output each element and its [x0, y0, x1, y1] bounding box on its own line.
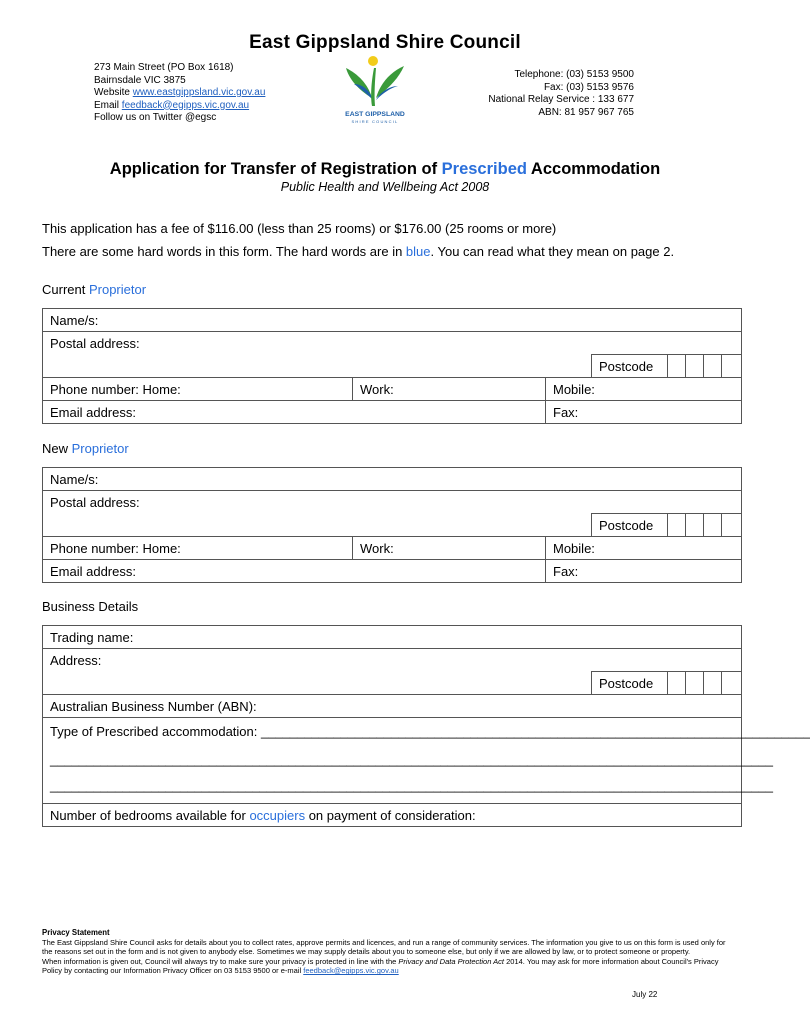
table-row	[43, 649, 742, 672]
table-row	[43, 695, 742, 718]
business-address-line2[interactable]	[43, 672, 592, 695]
address-line-1: 273 Main Street (PO Box 1618)	[94, 62, 234, 73]
table-row	[43, 378, 742, 401]
term-occupiers: occupiers	[249, 807, 306, 823]
website-line	[94, 87, 265, 100]
new-names-field[interactable]: Name/s:	[43, 468, 742, 491]
accommodation-type-line-2: ____________________________________________________________________________________________________	[50, 752, 773, 767]
twitter-line: Follow us on Twitter @egsc	[94, 112, 217, 123]
table-row	[43, 560, 742, 583]
current-postcode-box-4[interactable]	[722, 355, 742, 378]
table-row	[43, 401, 742, 424]
email-line	[94, 100, 265, 113]
new-work-field[interactable]: Work:	[353, 537, 546, 560]
current-postcode-box-2[interactable]	[686, 355, 704, 378]
current-email-field[interactable]: Email address:	[43, 401, 546, 424]
form-title: Application for Transfer of Registration of Prescribed Accommodation	[109, 160, 661, 178]
privacy-statement	[42, 928, 732, 976]
abn-field[interactable]: Australian Business Number (ABN):	[43, 695, 742, 718]
current-postcode-box-3[interactable]	[704, 355, 722, 378]
current-postcode-label: Postcode	[592, 355, 668, 378]
current-phone-home-field[interactable]: Phone number: Home:	[43, 378, 353, 401]
new-postal-line2[interactable]	[43, 514, 592, 537]
accommodation-type-field[interactable]	[43, 718, 810, 804]
current-postal-field[interactable]: Postal address:	[43, 332, 742, 355]
business-details-heading: Business Details	[42, 599, 139, 614]
council-address-block	[94, 62, 265, 125]
logo-leaf-right	[376, 66, 404, 98]
table-row	[43, 355, 742, 378]
privacy-para-2: When information is given out, Council will always try to make sure your privacy is protected in line with the Privacy and Data Protection Act 2014. You may ask for more information about Council's Privacy Policy by contacting our Information Privacy Officer on 03 5153 9500 or e-mail feedback@egipps.vic.gov.au	[42, 956, 719, 976]
current-proprietor-heading: Current Proprietor	[42, 282, 147, 297]
current-names-field[interactable]: Name/s:	[43, 309, 742, 332]
relay-service: National Relay Service : 133 677	[488, 94, 634, 105]
website-link[interactable]: www.eastgippsland.vic.gov.au	[132, 87, 266, 98]
privacy-heading: Privacy Statement	[42, 928, 110, 937]
blue-word: blue	[405, 244, 431, 259]
current-mobile-field[interactable]: Mobile:	[546, 378, 742, 401]
table-row	[43, 804, 742, 827]
fee-text: This application has a fee of $116.00 (less than 25 rooms) or $176.00 (25 rooms or more)	[42, 221, 557, 236]
logo-text-bottom: SHIRE COUNCIL	[351, 119, 399, 124]
abn-number: ABN: 81 957 967 765	[538, 106, 634, 118]
business-postcode-box-4[interactable]	[722, 672, 742, 695]
new-proprietor-table	[42, 467, 742, 583]
table-row	[43, 309, 742, 332]
email-label: Email	[94, 99, 120, 111]
fax-number: Fax: (03) 5153 9576	[543, 81, 634, 93]
address-line-2: Bairnsdale VIC 3875	[94, 74, 186, 86]
privacy-act-name: Privacy and Data Protection Act	[398, 956, 505, 966]
table-row	[43, 718, 742, 804]
new-postcode-box-3[interactable]	[704, 514, 722, 537]
new-email-field[interactable]: Email address:	[43, 560, 546, 583]
new-mobile-field[interactable]: Mobile:	[546, 537, 742, 560]
website-label: Website	[94, 87, 130, 98]
council-name: East Gippsland Shire Council	[249, 32, 521, 53]
new-postal-field[interactable]: Postal address:	[43, 491, 742, 514]
new-postcode-label: Postcode	[592, 514, 668, 537]
council-contact-block	[488, 69, 634, 119]
term-proprietor: Proprietor	[71, 441, 129, 456]
logo-sun	[368, 56, 378, 66]
trading-name-field[interactable]: Trading name:	[43, 626, 742, 649]
table-row	[43, 468, 742, 491]
business-postcode-box-3[interactable]	[704, 672, 722, 695]
bedrooms-field[interactable]: Number of bedrooms available for occupiers on payment of consideration:	[43, 804, 742, 827]
current-postal-line2[interactable]	[43, 355, 592, 378]
new-postcode-box-1[interactable]	[668, 514, 686, 537]
new-phone-home-field[interactable]: Phone number: Home:	[43, 537, 353, 560]
current-fax-field[interactable]: Fax:	[546, 401, 742, 424]
business-address-field[interactable]: Address:	[43, 649, 742, 672]
telephone: Telephone: (03) 5153 9500	[514, 69, 634, 80]
footer-date: July 22	[632, 990, 658, 999]
business-details-table	[42, 625, 810, 827]
logo-text-top: EAST GIPPSLAND	[345, 111, 405, 118]
logo-stem	[371, 68, 376, 106]
email-link[interactable]: feedback@egipps.vic.gov.au	[121, 99, 250, 111]
form-subtitle: Public Health and Wellbeing Act 2008	[280, 180, 490, 194]
council-logo	[336, 54, 416, 126]
table-row	[43, 626, 742, 649]
business-postcode-label: Postcode	[592, 672, 668, 695]
accommodation-type-line-3: ____________________________________________________________________________________________________	[50, 778, 773, 793]
term-proprietor: Proprietor	[88, 282, 147, 297]
table-row	[43, 672, 742, 695]
new-fax-field[interactable]: Fax:	[546, 560, 742, 583]
new-postcode-box-4[interactable]	[722, 514, 742, 537]
privacy-para-1: The East Gippsland Shire Council asks for details about you to collect rates, approve permits and licences, and run a range of community services. The information you give to us on this form is used only for the reasons set out in the form and is not given to anybody else. Sometimes we may supply details about you to someone else, but only if we are allowed by law, or to protect someone or property.	[42, 937, 726, 957]
current-postcode-box-1[interactable]	[668, 355, 686, 378]
current-proprietor-table	[42, 308, 742, 424]
new-proprietor-heading: New Proprietor	[42, 441, 129, 456]
privacy-email-link[interactable]: feedback@egipps.vic.gov.au	[303, 966, 399, 976]
table-row	[43, 537, 742, 560]
table-row	[43, 332, 742, 355]
hard-words-text: There are some hard words in this form. The hard words are in blue. You can read what they mean on page 2.	[42, 244, 675, 259]
new-postcode-box-2[interactable]	[686, 514, 704, 537]
business-postcode-box-2[interactable]	[686, 672, 704, 695]
current-work-field[interactable]: Work:	[353, 378, 546, 401]
term-prescribed: Prescribed	[441, 160, 527, 178]
table-row	[43, 514, 742, 537]
table-row	[43, 491, 742, 514]
business-postcode-box-1[interactable]	[668, 672, 686, 695]
accommodation-type-line-1: Type of Prescribed accommodation: ____________________________________________________________________________	[50, 724, 810, 739]
